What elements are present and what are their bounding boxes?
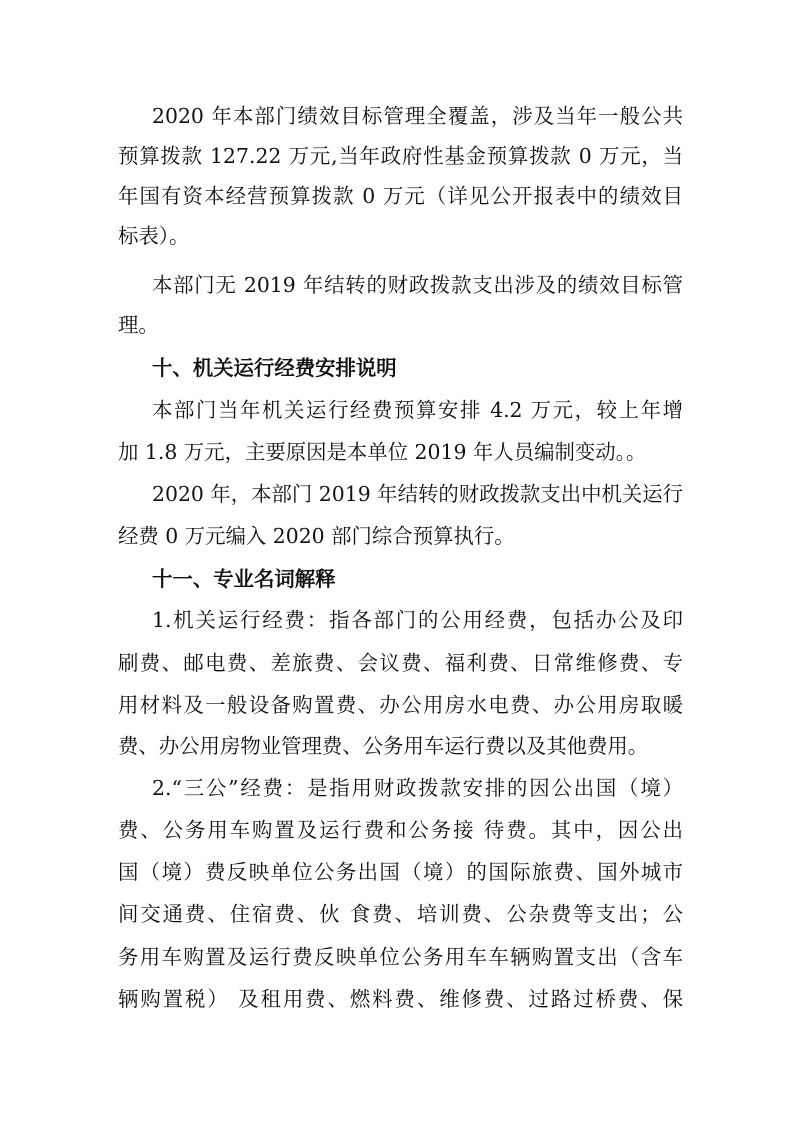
paragraph-line: 务用车购置及运行费反映单位公务用车车辆购置支出（含车: [118, 945, 683, 969]
paragraph-line: 标表）。: [118, 224, 190, 248]
paragraph-line: 用材料及一般设备购置费、办公用房水电费、办公用房取暖: [118, 693, 683, 717]
section-heading: 十、机关运行经费安排说明: [152, 356, 397, 380]
paragraph-line: 辆购置税） 及租用费、燃料费、维修费、过路过桥费、保: [118, 987, 683, 1011]
paragraph-line: 预算拨款 127.22 万元,当年政府性基金预算拨款 0 万元，当: [118, 144, 683, 168]
section-heading: 十一、专业名词解释: [152, 567, 336, 591]
paragraph-line: 间交通费、住宿费、伙 食费、培训费、公杂费等支出；公: [118, 902, 683, 926]
paragraph-line: 本部门当年机关运行经费预算安排 4.2 万元，较上年增: [152, 398, 683, 422]
paragraph-line: 1.机关运行经费：指各部门的公用经费，包括办公及印: [152, 608, 683, 632]
paragraph-line: 2.“三公”经费：是指用财政拨款安排的因公出国（境）: [152, 776, 683, 800]
paragraph-line: 国（境）费反映单位公务出国（境）的国际旅费、国外城市: [118, 860, 683, 884]
paragraph-line: 经费 0 万元编入 2020 部门综合预算执行。: [118, 524, 515, 548]
paragraph-line: 理。: [118, 313, 159, 337]
paragraph-line: 费、办公用房物业管理费、公务用车运行费以及其他费用。: [118, 734, 649, 758]
paragraph-line: 本部门无 2019 年结转的财政拨款支出涉及的绩效目标管: [152, 273, 683, 297]
paragraph-line: 费、公务用车购置及运行费和公务接 待费。其中，因公出: [118, 818, 683, 842]
paragraph-line: 2020 年本部门绩效目标管理全覆盖，涉及当年一般公共: [152, 104, 683, 128]
paragraph-line: 加 1.8 万元，主要原因是本单位 2019 年人员编制变动。。: [118, 440, 647, 464]
paragraph-line: 刷费、邮电费、差旅费、会议费、福利费、日常维修费、专: [118, 651, 683, 675]
paragraph-line: 2020 年，本部门 2019 年结转的财政拨款支出中机关运行: [152, 482, 683, 506]
paragraph-line: 年国有资本经营预算拨款 0 万元（详见公开报表中的绩效目: [118, 184, 683, 208]
